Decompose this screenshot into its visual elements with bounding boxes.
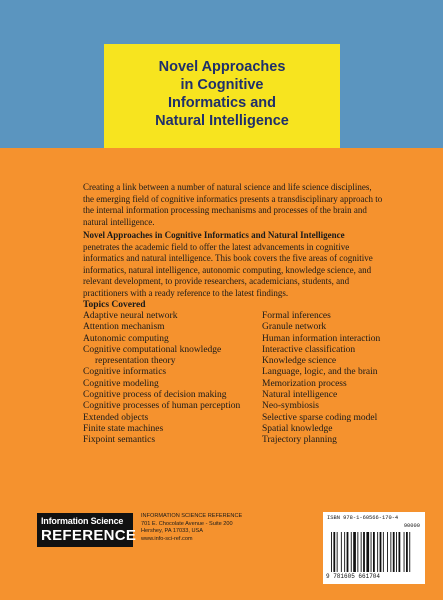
topic-item: Cognitive informatics [83, 367, 167, 378]
topics-list-right [262, 311, 422, 447]
topic-item: Granule network [262, 322, 327, 333]
barcode-digits: 9 781605 661704 [326, 573, 381, 580]
topic-item: Autonomic computing [83, 333, 169, 344]
barcode-bar [404, 532, 405, 572]
barcode-bar [406, 532, 408, 572]
title-line: in Cognitive [180, 77, 264, 93]
topic-item: Spatial knowledge [262, 423, 333, 434]
topic-item: Cognitive process of decision making [83, 390, 227, 401]
barcode-bar [337, 532, 338, 572]
topic-item: Memorization process [262, 378, 347, 389]
publisher-name: INFORMATION SCIENCE REFERENCE [141, 513, 243, 519]
barcode-bar [399, 532, 401, 572]
barcode-bar [377, 532, 378, 572]
publisher-address-line-2: Hershey, PA 17033, USA [141, 528, 203, 535]
barcode-bar [393, 532, 395, 572]
barcode-bar [357, 532, 358, 572]
barcode-bar [361, 532, 362, 572]
barcode-bar [344, 532, 345, 572]
barcode-bar [331, 532, 332, 572]
barcode-bar [380, 532, 382, 572]
barcode-bar [366, 532, 369, 572]
topic-item: Fixpoint semantics [83, 435, 156, 446]
barcode-bar [347, 532, 349, 572]
publisher-logo [37, 513, 137, 547]
barcode-bar [387, 532, 388, 572]
price-code: 90000 [403, 523, 420, 529]
topic-item: Natural intelligence [262, 390, 338, 401]
barcode-bar [396, 532, 397, 572]
topic-item: representation theory [95, 356, 176, 367]
description-paragraph [83, 230, 383, 299]
topic-item: Cognitive computational knowledge [83, 344, 222, 355]
intro-paragraph: Creating a link between a number of natural science and life science disciplines, the emerging field of cognitive informatics presents a transdisciplinary approach to the internal information processing mechanisms and processes of the brain and natural intelligence. [83, 182, 383, 227]
barcode-bar [373, 532, 375, 572]
book-title-bold: Novel Approaches in Cognitive Informatics and Natural Intelligence [83, 230, 345, 240]
barcode-bar [383, 532, 384, 572]
barcode-bar [353, 532, 356, 572]
topic-item: Language, logic, and the brain [262, 367, 378, 378]
topic-item: Attention mechanism [83, 322, 165, 333]
barcode-box [323, 512, 425, 584]
publisher-website: www.info-sci-ref.com [141, 535, 193, 542]
logo-line-2: REFERENCE [41, 527, 137, 544]
title-line: Informatics and [168, 95, 276, 111]
barcode-bar [390, 532, 391, 572]
publisher-address [141, 513, 281, 543]
description-rest: penetrates the academic field to offer the latest advancements in cognitive informatics and natural intelligence. This book covers the five areas of cognitive informatics, natural intelligence, autonomic computing, knowledge science, and relevant development, to provide researchers, academicians, students, and practitioners with a ready reference to the latest findings. [83, 241, 373, 298]
barcode-bar [363, 532, 365, 572]
topics-heading: Topics Covered [83, 300, 146, 310]
barcode-bar [371, 532, 372, 572]
topic-item: Extended objects [83, 412, 149, 423]
barcode-bar [351, 532, 352, 572]
topic-item: Trajectory planning [262, 435, 337, 446]
logo-line-1: Information Science [41, 516, 124, 526]
topic-item: Finite state machines [83, 423, 164, 434]
topic-item: Knowledge science [262, 356, 337, 367]
barcode-bar [409, 532, 410, 572]
title-line: Natural Intelligence [155, 113, 289, 129]
barcode-bar [333, 532, 335, 572]
topics-list-left [83, 311, 253, 447]
topic-item: Selective sparse coding model [262, 412, 378, 423]
barcode-bar [341, 532, 342, 572]
title-box [104, 44, 340, 148]
topic-item: Adaptive neural network [83, 311, 178, 321]
topic-item: Formal inferences [262, 311, 331, 321]
isbn-label: ISBN 978-1-60566-170-4 [327, 515, 399, 521]
title-line: Novel Approaches [158, 59, 286, 75]
topic-item: Human information interaction [262, 333, 381, 344]
publisher-address-line-1: 701 E. Chocolate Avenue - Suite 200 [141, 520, 233, 527]
topic-item: Neo-symbiosis [262, 401, 319, 412]
topic-item: Interactive classification [262, 344, 356, 355]
topic-item: Cognitive processes of human perception [83, 401, 241, 412]
topic-item: Cognitive modeling [83, 378, 159, 389]
